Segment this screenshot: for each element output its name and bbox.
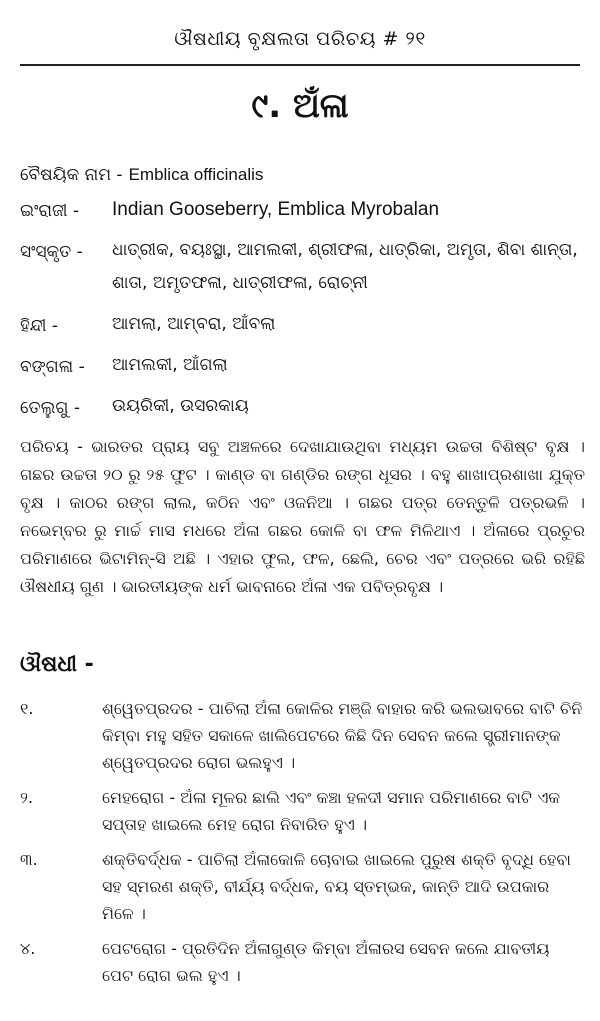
telugu-name-value: ଉୟରିକୀ, ଉସରକାୟ [112, 396, 249, 416]
scientific-name-label: ବୈଷୟିକ ନାମ - [20, 165, 123, 185]
page-title: ୯. ଅଁଳା [251, 86, 349, 126]
telugu-name-label: ତେଲୁଗୁ - [20, 398, 81, 418]
scientific-name-value: Emblica officinalis [128, 165, 264, 184]
series-header: ଔଷଧୀୟ ବୃକ୍ଷଲତା ପରିଚୟ # ୨୧ [174, 28, 426, 50]
list-item-text: ଶ୍ୱେତପ୍ରଦର - ପାଚିଲା ଅଁଳା କୋଳିର ମଞ୍ଜି ବାହାର କରି ଭଲଭାବରେ ବାଟି ଚିନି କିମ୍ବା ମହୁ ସହିତ ସକାଳେ ଖାଲିପେଟରେ କିଛି ଦିନ ସେବନ କଲେ ସ୍ତ୍ରୀମାନଙ୍କ ଶ୍ୱେତପ୍ରଦର ରୋଗ ଭଲହୁଏ । [102, 699, 583, 772]
list-item-number: ୨. [20, 788, 34, 807]
bengali-name-label: ବଙ୍ଗଳା - [20, 357, 85, 377]
hindi-name-row [20, 316, 590, 341]
list-item-text: ଶକ୍ତିବର୍ଦ୍ଧକ - ପାଚିଲା ଅଁଳାକୋଳି ଚୋବାଇ ଖାଇଲେ ପୁରୁଷ ଶକ୍ତି ବୃଦ୍ଧି ହେବା ସହ ସ୍ମରଣ ଶକ୍ତି, ବୀର୍ଯ୍ୟ ବର୍ଦ୍ଧକ, ବୟ ସ୍ତମ୍ଭକ, କାନ୍ତି ଆଦି ଉପକାର ମିଳେ । [102, 850, 571, 923]
list-item-number: ୧. [20, 699, 34, 718]
scientific-name-row [20, 165, 590, 185]
intro-paragraph: ପରିଚୟ - ଭାରତର ପ୍ରାୟ ସବୁ ଅଞ୍ଚଳରେ ଦେଖାଯାଉଥିବା ମଧ୍ୟମ ଉଚ୍ଚତା ବିଶିଷ୍ଟ ବୃକ୍ଷ । ଗଛର ଉଚ୍ଚତା ୨୦ ରୁ ୨୫ ଫୁଟ । କାଣ୍ଡ ବା ଗଣ୍ଡିର ରଙ୍ଗ ଧୂସର । ବହୁ ଶାଖାପ୍ରଶାଖା ଯୁକ୍ତ ବୃକ୍ଷ । କାଠର ରଙ୍ଗ ଲାଲ, କଠିନ ଏବଂ ଓଜନିଆ । ଗଛର ପତ୍ର ତେନ୍ତୁଳି ପତ୍ରଭଳି । ନଭେମ୍ବର ରୁ ମାର୍ଚ୍ଚ ମାସ ମଧରେ ଅଁଳା ଗଛର କୋଳି ବା ଫଳ ମିଳିଥାଏ । ଅଁଳାରେ ପ୍ରଚୁର ପରିମାଣରେ ଭିଟାମିନ୍-ସି ଅଛି । ଏହାର ଫୁଲ, ଫଳ, ଛେଲି, ଚେର ଏବଂ ପତ୍ରରେ ଭରି ରହିଛି ଔଷଧୀୟ ଗୁଣ । ଭାରତୀୟଙ୍କ ଧର୍ମ ଭାବନାରେ ଅଁଳା ଏକ ପବିତ୍ରବୃକ୍ଷ । [20, 437, 585, 596]
header-divider [20, 64, 580, 66]
bengali-name-row [20, 357, 590, 382]
list-item [20, 935, 585, 989]
names-section [20, 165, 590, 439]
telugu-name-row [20, 398, 590, 423]
hindi-name-label: ହିନ୍ଦୀ - [20, 316, 58, 336]
english-name-label: ଇଂରାଜୀ - [20, 201, 80, 221]
remedies-heading: ଔଷଧୀ - [20, 652, 94, 677]
bengali-name-value: ଆମଲକୀ, ଆଁଗଲା [112, 355, 228, 375]
sanskrit-name-row [20, 242, 590, 300]
remedies-list [20, 695, 585, 997]
list-item [20, 695, 585, 776]
english-name-row [20, 201, 590, 226]
list-item-number: ୩. [20, 850, 38, 869]
hindi-name-value: ଆମଲା, ଆମ୍ବରା, ଆଁବଲା [112, 314, 276, 334]
list-item [20, 784, 585, 838]
list-item [20, 846, 585, 927]
list-item-text: ପେଟରୋଗ - ପ୍ରତିଦିନ ଅଁଳାଗୁଣ୍ଡ କିମ୍ବା ଅଁଳାରସ ସେବନ କଲେ ଯାବତୀୟ ପେଟ ରୋଗ ଭଲ ହୁଏ । [102, 939, 550, 985]
list-item-number: ୪. [20, 939, 36, 958]
sanskrit-name-label: ସଂସ୍କୃତ - [20, 242, 83, 262]
list-item-text: ମେହରୋଗ - ଅଁଳା ମୂଳର ଛାଲି ଏବଂ କଞ୍ଚା ହଳଦୀ ସମାନ ପରିମାଣରେ ବାଟି ଏକ ସପ୍ତାହ ଖାଇଲେ ମେହ ରୋଗ ନିବାରିତ ହୁଏ । [102, 788, 561, 834]
english-name-value: Indian Gooseberry, Emblica Myrobalan [112, 199, 440, 220]
sanskrit-name-value: ଧାତ୍ରୀକ, ବୟଃସ୍ଥା, ଆମଲକୀ, ଶ୍ରୀଫଳା, ଧାତ୍ରିକା, ଅମୃତା, ଶିବା ଶାନ୍ତା, ଶାତା, ଅମୃତଫଳା, ଧାତ୍ରୀଫଳା, ରୋଚ୍ନୀ [112, 240, 578, 293]
